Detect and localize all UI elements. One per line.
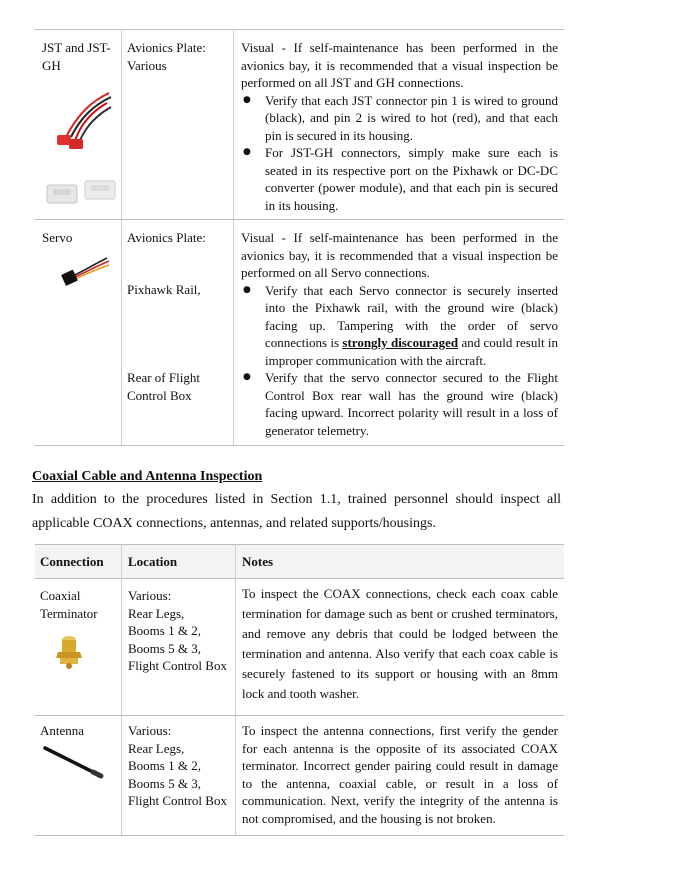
location-line: Flight Control Box xyxy=(128,793,227,808)
location-text: Pixhawk Rail, xyxy=(127,282,201,297)
header-notes: Notes xyxy=(242,554,274,569)
jst-connector-image xyxy=(47,89,117,155)
notes-cell xyxy=(241,39,558,214)
location-cell xyxy=(127,39,231,74)
inspection-table-1 xyxy=(35,29,564,446)
table-row xyxy=(35,716,564,835)
notes-cell: To inspect the COAX connections, check each coax cable termination for damage such as bent or crushed terminators, and remove any debris that could be lodged between the termination and antenna. Also verify that each coax cable is securely fastened to its support or housing with an 8mm lock and tooth washer. xyxy=(242,586,558,701)
notes-intro: Visual - If self-maintenance has been performed in the avionics bay, it is recommended that a visual inspection be performed on all Servo connections. xyxy=(241,230,558,280)
table-row xyxy=(35,29,564,219)
table-row xyxy=(35,220,564,445)
notes-intro: Visual - If self-maintenance has been performed in the avionics bay, it is recommended that a visual inspection be performed on all JST and GH connections. xyxy=(241,40,558,90)
location-line: Booms 1 & 2, xyxy=(128,758,201,773)
header-connection: Connection xyxy=(40,554,104,569)
table-header-row xyxy=(35,544,564,579)
antenna-image xyxy=(41,744,105,780)
table-bottom-border xyxy=(35,445,564,446)
section-intro: In addition to the procedures listed in Section 1.1, trained personnel should inspect all applicable COAX connections, antennas, and related supports/housings. xyxy=(32,492,561,531)
notes-bullet-list xyxy=(241,282,558,440)
header-location: Location xyxy=(128,554,178,569)
list-item: ● Verify that the servo connector secured to the Flight Control Box rear wall has the ground wire (black) facing upward. Incorrect polarity will result in a loss of generator telemetry. xyxy=(241,369,558,439)
location-line: Flight Control Box xyxy=(128,658,227,673)
notes-cell xyxy=(241,229,558,439)
location-line: Rear Legs, xyxy=(128,605,185,621)
connection-name: Servo xyxy=(42,230,73,245)
location-text: Avionics Plate: Various xyxy=(127,40,206,73)
connection-cell xyxy=(40,587,118,622)
location-line: Booms 1 & 2, xyxy=(128,623,201,638)
connection-cell xyxy=(42,39,116,74)
section-heading: Coaxial Cable and Antenna Inspection xyxy=(32,469,263,484)
servo-connector-image xyxy=(61,254,111,288)
location-cell xyxy=(128,587,234,675)
notes-bullet-list xyxy=(241,92,558,215)
location-text: Rear of Flight Control Box xyxy=(127,370,200,403)
connection-name: JST and JST-GH xyxy=(42,40,111,73)
location-line: Booms 5 & 3, xyxy=(128,775,201,791)
connection-cell xyxy=(40,722,118,740)
location-line: Various: xyxy=(128,588,172,603)
emphasis-text: strongly discouraged xyxy=(342,335,459,350)
table-row xyxy=(35,578,564,715)
list-item xyxy=(241,282,558,370)
list-item: ● Verify that each JST connector pin 1 is wired to ground (black), and pin 2 is wired to hot (red), and that each pin is secured in its housing. xyxy=(241,92,558,145)
table-bottom-border xyxy=(35,835,564,836)
coax-inspection-table xyxy=(35,544,564,836)
coax-terminator-image xyxy=(49,632,89,670)
connection-name: Coaxial Terminator xyxy=(40,588,98,621)
connection-name: Antenna xyxy=(40,723,85,738)
jst-gh-housing-image xyxy=(45,177,121,211)
bullet-text: Verify that each Servo connector is securely inserted into the Pixhawk rail, with the ground wire (black) facing up. Tampering with the order of servo connections is xyxy=(265,282,558,350)
list-item: ● For JST-GH connectors, simply make sure each is seated in its respective port on the Pixhawk or DC-DC converter (power module), and that each pin is secured in its housing. xyxy=(241,144,558,214)
notes-cell: To inspect the antenna connections, first verify the gender for each antenna is the opposite of its associated COAX terminator. Incorrect gender pairing could result in damage to the antenna, coaxial cable, or result in a loss of communication. Next, verify the integrity of the antenna is not compromised, and the housing is not broken. xyxy=(242,723,558,826)
location-line: Rear Legs, xyxy=(128,740,185,756)
bullet-text: and could result in improper communication with the aircraft. xyxy=(265,335,559,368)
location-cell xyxy=(128,722,234,810)
location-line: Various: xyxy=(128,723,172,738)
location-line: Booms 5 & 3, xyxy=(128,640,201,656)
connection-cell xyxy=(42,229,116,247)
location-text: Avionics Plate: xyxy=(127,230,206,245)
